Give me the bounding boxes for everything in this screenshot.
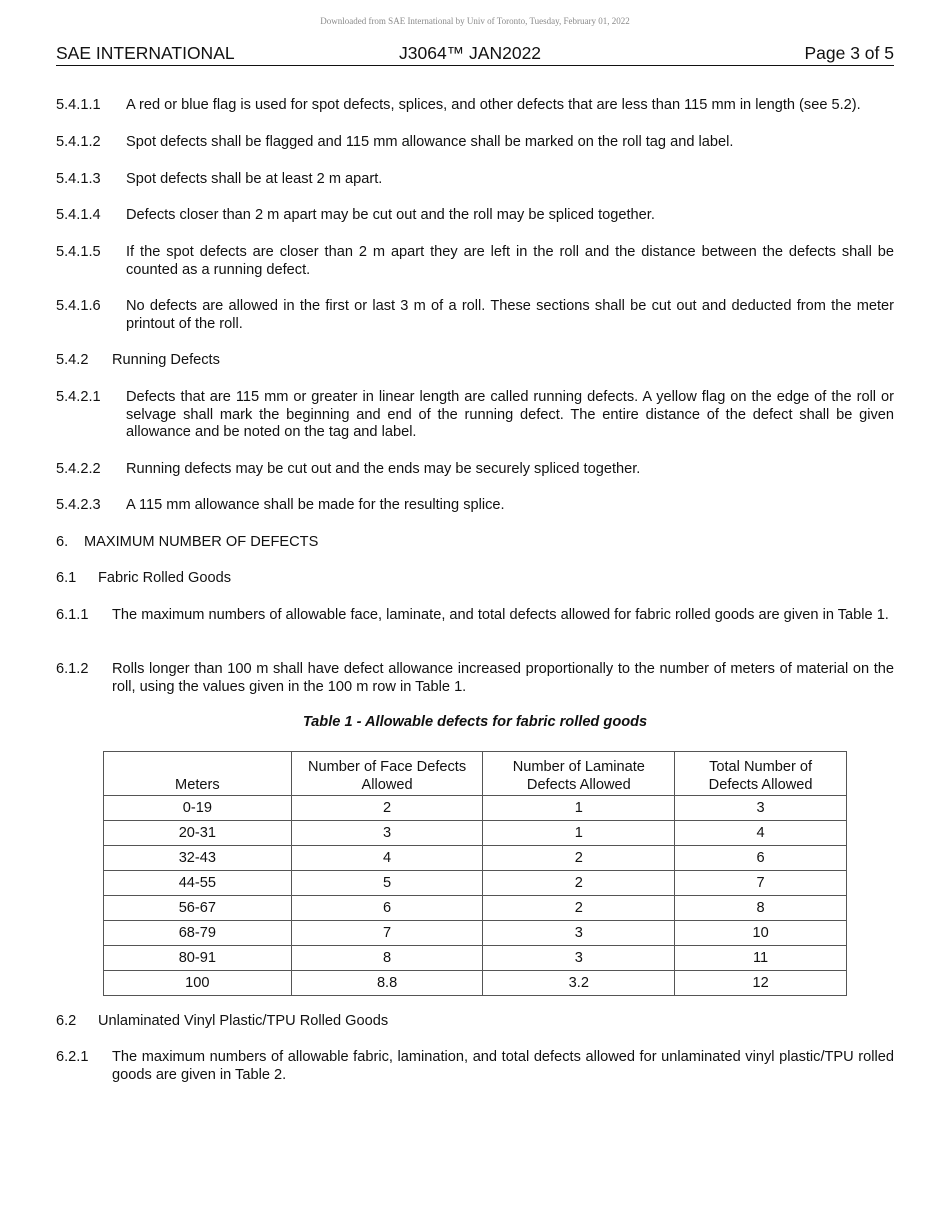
section-6 xyxy=(56,534,894,552)
section-5-4-1-2 xyxy=(56,134,894,152)
section-5-4-1-3 xyxy=(56,171,894,189)
table-1-caption: Table 1 - Allowable defects for fabric rolled goods xyxy=(302,714,648,730)
table-cell: 11 xyxy=(675,946,847,971)
section-number: 5.4.1.3 xyxy=(56,171,101,187)
header-document-id: J3064™ JAN2022 xyxy=(399,43,542,63)
table-cell: 2 xyxy=(483,846,675,871)
section-5-4-1-4 xyxy=(56,207,894,225)
header-line: Meters xyxy=(175,776,220,793)
section-text: Defects closer than 2 m apart may be cut out and the roll may be spliced together. xyxy=(126,207,655,223)
table-cell: 2 xyxy=(291,796,483,821)
section-6-1 xyxy=(56,570,894,588)
table-cell: 44-55 xyxy=(104,871,292,896)
column-header-meters xyxy=(104,752,292,796)
table-cell: 10 xyxy=(675,921,847,946)
table-cell: 3 xyxy=(675,796,847,821)
table-cell: 32-43 xyxy=(104,846,292,871)
section-6-1-2 xyxy=(56,661,894,696)
column-header-total-defects xyxy=(675,752,847,796)
section-5-4-2-1 xyxy=(56,389,894,442)
table-row xyxy=(104,896,847,921)
table-cell: 80-91 xyxy=(104,946,292,971)
table-cell: 8 xyxy=(675,896,847,921)
table-cell: 0-19 xyxy=(104,796,292,821)
column-header-face-defects xyxy=(291,752,483,796)
table-cell: 1 xyxy=(483,821,675,846)
table-cell: 4 xyxy=(291,846,483,871)
section-number: 5.4.1.5 xyxy=(56,244,101,260)
table-row xyxy=(104,821,847,846)
table-cell: 100 xyxy=(104,971,292,996)
header-page-number: Page 3 of 5 xyxy=(804,43,894,63)
section-text: A 115 mm allowance shall be made for the resulting splice. xyxy=(126,497,505,513)
header-line: Total Number of xyxy=(709,759,813,775)
table-row xyxy=(104,971,847,996)
section-text: Spot defects shall be at least 2 m apart. xyxy=(126,171,383,187)
section-number: 5.4.1.6 xyxy=(56,298,101,314)
table-cell: 7 xyxy=(675,871,847,896)
table-cell: 5 xyxy=(291,871,483,896)
section-number: 5.4.2 xyxy=(56,352,89,368)
section-6-2 xyxy=(56,1013,894,1031)
table-cell: 8 xyxy=(291,946,483,971)
section-5-4-2-3 xyxy=(56,497,894,515)
table-row xyxy=(104,871,847,896)
section-number: 6.2.1 xyxy=(56,1049,89,1065)
table-header-row xyxy=(104,752,847,796)
header-line: Defects Allowed xyxy=(708,776,813,793)
section-number: 5.4.1.1 xyxy=(56,97,101,113)
header-line: Number of Laminate xyxy=(512,759,645,775)
section-number: 5.4.1.2 xyxy=(56,134,101,150)
section-5-4-1-6 xyxy=(56,298,894,333)
table-cell: 68-79 xyxy=(104,921,292,946)
section-text: The maximum numbers of allowable face, laminate, and total defects allowed for fabric rolled goods are given in Table 1. xyxy=(112,607,889,623)
section-text: Rolls longer than 100 m shall have defect allowance increased proportionally to the number of meters of material on the roll, using the values given in the 100 m row in Table 1. xyxy=(112,661,894,695)
section-text: Running defects may be cut out and the ends may be securely spliced together. xyxy=(126,461,641,477)
table-cell: 3.2 xyxy=(483,971,675,996)
table-cell: 20-31 xyxy=(104,821,292,846)
section-heading: Fabric Rolled Goods xyxy=(98,570,232,586)
table-cell: 56-67 xyxy=(104,896,292,921)
section-number: 6.1 xyxy=(56,570,77,586)
section-number: 5.4.1.4 xyxy=(56,207,101,223)
section-5-4-1-5 xyxy=(56,244,894,279)
section-number: 5.4.2.1 xyxy=(56,389,101,405)
section-6-2-1 xyxy=(56,1049,894,1084)
header-line: Defects Allowed xyxy=(526,776,631,793)
section-6-1-1 xyxy=(56,607,894,625)
header-organization: SAE INTERNATIONAL xyxy=(56,43,235,63)
header-line: Number of Face Defects xyxy=(308,759,467,775)
table-cell: 4 xyxy=(675,821,847,846)
section-5-4-2-2 xyxy=(56,461,894,479)
table-row xyxy=(104,846,847,871)
section-heading: Running Defects xyxy=(112,352,220,368)
table-cell: 2 xyxy=(483,871,675,896)
download-watermark: Downloaded from SAE International by Univ of Toronto, Tuesday, February 01, 2022 xyxy=(320,16,630,26)
table-cell: 12 xyxy=(675,971,847,996)
section-5-4-2 xyxy=(56,352,894,370)
section-heading: MAXIMUM NUMBER OF DEFECTS xyxy=(84,534,319,550)
section-text: No defects are allowed in the first or last 3 m of a roll. These sections shall be cut out and deducted from the meter printout of the roll. xyxy=(126,298,894,332)
table-cell: 7 xyxy=(291,921,483,946)
table-cell: 3 xyxy=(483,946,675,971)
section-text: The maximum numbers of allowable fabric, lamination, and total defects allowed for unlaminated vinyl plastic/TPU rolled goods are given in Table 2. xyxy=(112,1049,894,1083)
table-row xyxy=(104,946,847,971)
section-text: Defects that are 115 mm or greater in linear length are called running defects. A yellow flag on the edge of the roll or selvage shall mark the beginning and end of the running defect. The entire distance of the defect shall be given allowance and be noted on the tag and label. xyxy=(126,389,894,441)
section-number: 6. xyxy=(56,534,69,550)
section-number: 6.1.1 xyxy=(56,607,89,623)
section-5-4-1-1 xyxy=(56,97,894,115)
page-header xyxy=(56,43,894,66)
table-cell: 8.8 xyxy=(291,971,483,996)
table-cell: 6 xyxy=(291,896,483,921)
table-cell: 6 xyxy=(675,846,847,871)
table-cell: 2 xyxy=(483,896,675,921)
column-header-laminate-defects xyxy=(483,752,675,796)
section-heading: Unlaminated Vinyl Plastic/TPU Rolled Goods xyxy=(98,1013,389,1029)
section-text: If the spot defects are closer than 2 m apart they are left in the roll and the distance between the defects shall be counted as a running defect. xyxy=(126,244,894,278)
section-text: A red or blue flag is used for spot defects, splices, and other defects that are less than 115 mm in length (see 5.2). xyxy=(126,97,861,113)
table-1-allowable-defects xyxy=(103,751,847,996)
table-row xyxy=(104,796,847,821)
table-cell: 3 xyxy=(483,921,675,946)
table-cell: 3 xyxy=(291,821,483,846)
section-number: 6.2 xyxy=(56,1013,77,1029)
table-row xyxy=(104,921,847,946)
section-number: 5.4.2.2 xyxy=(56,461,101,477)
section-text: Spot defects shall be flagged and 115 mm allowance shall be marked on the roll tag and label. xyxy=(126,134,734,150)
table-cell: 1 xyxy=(483,796,675,821)
header-line: Allowed xyxy=(361,776,413,793)
section-number: 5.4.2.3 xyxy=(56,497,101,513)
section-number: 6.1.2 xyxy=(56,661,89,677)
